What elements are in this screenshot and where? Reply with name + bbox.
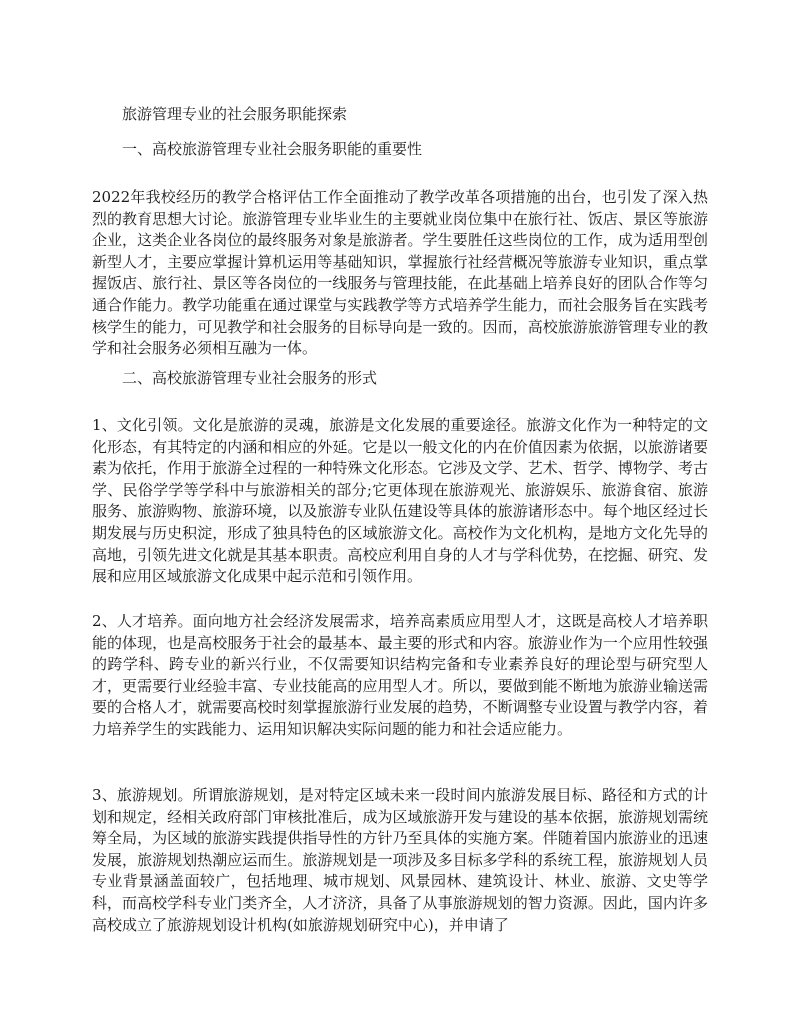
paragraph-intro: 2022年我校经历的教学合格评估工作全面推动了教学改革各项措施的出台，也引发了深入热烈的教育思想大讨论。旅游管理专业毕业生的主要就业岗位集中在旅行社、饭店、景区等旅游企业，这类企业各岗位的最终服务对象是旅游者。学生要胜任这些岗位的工作，成为适用型创新型人才，主要应掌握计算机运用等基础知识，掌握旅行社经营概况等旅游专业知识，重点掌握饭店、旅行社、景区等各岗位的一线服务与管理技能，在此基础上培养良好的团队合作等匀通合作能力。教学功能重在通过课堂与实践教学等方式培养学生能力，而社会服务旨在实践考核学生的能力，可见教学和社会服务的目标导向是一致的。因而，高校旅游旅游管理专业的教学和社会服务必须相互融为一体。 (92, 188, 708, 358)
paragraph-tourism-planning: 3、旅游规划。所谓旅游规划，是对特定区域未来一段时间内旅游发展目标、路径和方式的计划和规定，经相关政府部门审核批准后，成为区域旅游开发与建设的基本依据，旅游规划需统筹全局，为区域的旅游实践提供指导性的方针乃至具体的实施方案。伴随着国内旅游业的迅速发展，旅游规划热潮应运而生。旅游规划是一项涉及多目标多学科的系统工程，旅游规划人员专业背景涵盖面较广，包括地理、城市规划、风景园林、建筑设计、林业、旅游、文史等学科，而高校学科专业门类齐全，人才济济，具备了从事旅游规划的智力资源。因此，国内许多高校成立了旅游规划设计机构(如旅游规划研究中心)，并申请了 (92, 786, 708, 934)
section-heading-1: 一、高校旅游管理专业社会服务职能的重要性 (122, 140, 423, 158)
paragraph-talent-cultivation: 2、人才培养。面向地方社会经济发展需求，培养高素质应用型人才，这既是高校人才培养职能的体现，也是高校服务于社会的最基本、最主要的形式和内容。旅游业作为一个应用性较强的跨学科、跨专业的新兴行业，不仅需要知识结构完备和专业素养良好的理论型与研究型人才，更需要行业经验丰富、专业技能高的应用型人才。所以，要做到能不断地为旅游业输送需要的合格人才，就需要高校时刻掌握旅游行业发展的趋势，不断调整专业设置与教学内容，着力培养学生的实践能力、运用知识解决实际问题的能力和社会适应能力。 (92, 612, 708, 738)
paragraph-cultural-guidance: 1、文化引领。文化是旅游的灵魂，旅游是文化发展的重要途径。旅游文化作为一种特定的文化形态，有其特定的内涵和相应的外延。它是以一般文化的内在价值因素为依据，以旅游诸要素为依托，作用于旅游全过程的一种特殊文化形态。它涉及文学、艺术、哲学、博物学、考古学、民俗学学等学科中与旅游相关的部分;它更体现在旅游观光、旅游娱乐、旅游食宿、旅游服务、旅游购物、旅游环境，以及旅游专业队伍建设等具体的旅游诸形态中。每个地区经过长期发展与历史积淀，形成了独具特色的区域旅游文化。高校作为文化机构，是地方文化先导的高地，引领先进文化就是其基本职责。高校应利用自身的人才与学科优势，在挖掘、研究、发展和应用区域旅游文化成果中起示范和引领作用。 (92, 416, 708, 586)
section-heading-2: 二、高校旅游管理专业社会服务的形式 (122, 369, 378, 387)
document-title: 旅游管理专业的社会服务职能探索 (122, 105, 348, 123)
